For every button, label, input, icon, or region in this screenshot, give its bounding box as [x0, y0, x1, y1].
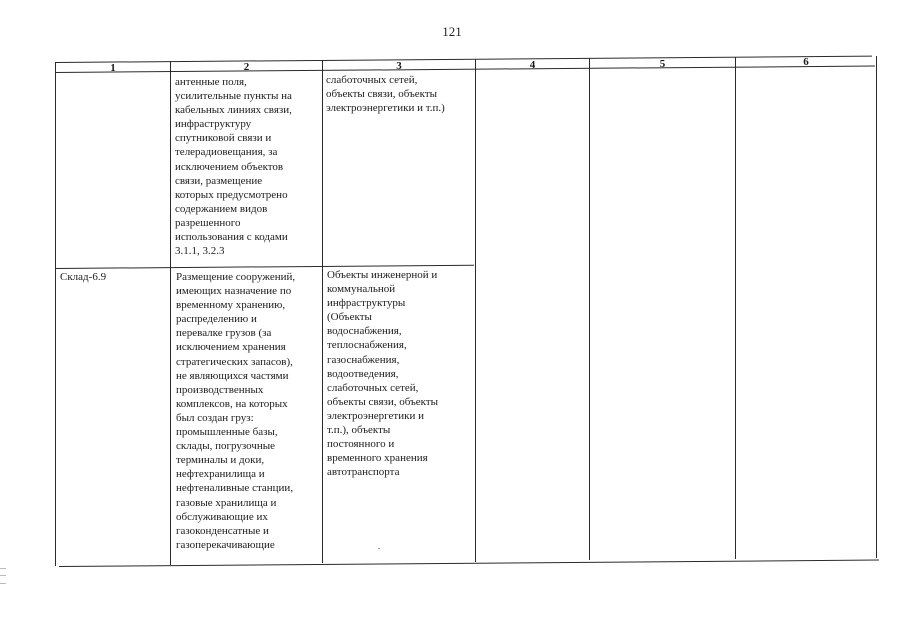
scan-margin-mark [0, 568, 6, 584]
scan-speck [378, 548, 380, 549]
row2-col1-cell: Склад-6.9 [60, 271, 107, 283]
col-divider-1-2 [170, 61, 171, 565]
row2-col2-cell: Размещение сооружений, имеющих назначение по временному хранению, распределению и перевалке грузов (за исключением хранения стратегических запасов), не являющихся частями производственных комплексов, на которых был создан груз: промышленные базы, склады, погрузочные терминалы и доки, нефтехранилища и нефтеналивные станции, газовые хранилища и обслуживающие их газоконденсатные и газоперекачивающие [176, 271, 296, 551]
table-right-border [876, 56, 877, 558]
column-header-2: 2 [243, 61, 250, 73]
col-divider-3-4 [475, 59, 476, 562]
column-header-6: 6 [803, 56, 809, 68]
column-header-3: 3 [396, 60, 402, 72]
page-number: 121 [442, 24, 462, 39]
col-divider-4-5 [589, 58, 590, 560]
table-left-border [55, 62, 56, 566]
row1-col3-cell: слаботочных сетей, объекты связи, объекты электроэнергетики и т.п.) [326, 74, 445, 115]
column-header-4: 4 [529, 59, 536, 71]
col-divider-5-6 [735, 57, 736, 559]
row2-col3-cell: Объекты инженерной и коммунальной инфраструктуры (Объекты водоснабжения, теплоснабжения, газоснабжения, водоотведения, слаботочных сетей, объекты связи, объекты электроэнергетики и т.п.), объекты постоянного и временного хранения автотранспорта [327, 269, 439, 479]
column-header-5: 5 [659, 58, 666, 70]
column-header-1: 1 [110, 62, 116, 74]
table-bottom-border [59, 560, 879, 567]
row1-col2-cell: антенные поля, усилительные пункты на кабельных линиях связи, инфраструктуру спутниковой связи и телерадиовещания, за исключением объектов связи, размещение которых предусмотрено содержанием видов разрешенного использования с кодами 3.1.1, 3.2.3 [175, 76, 292, 258]
col-divider-2-3 [322, 60, 323, 563]
